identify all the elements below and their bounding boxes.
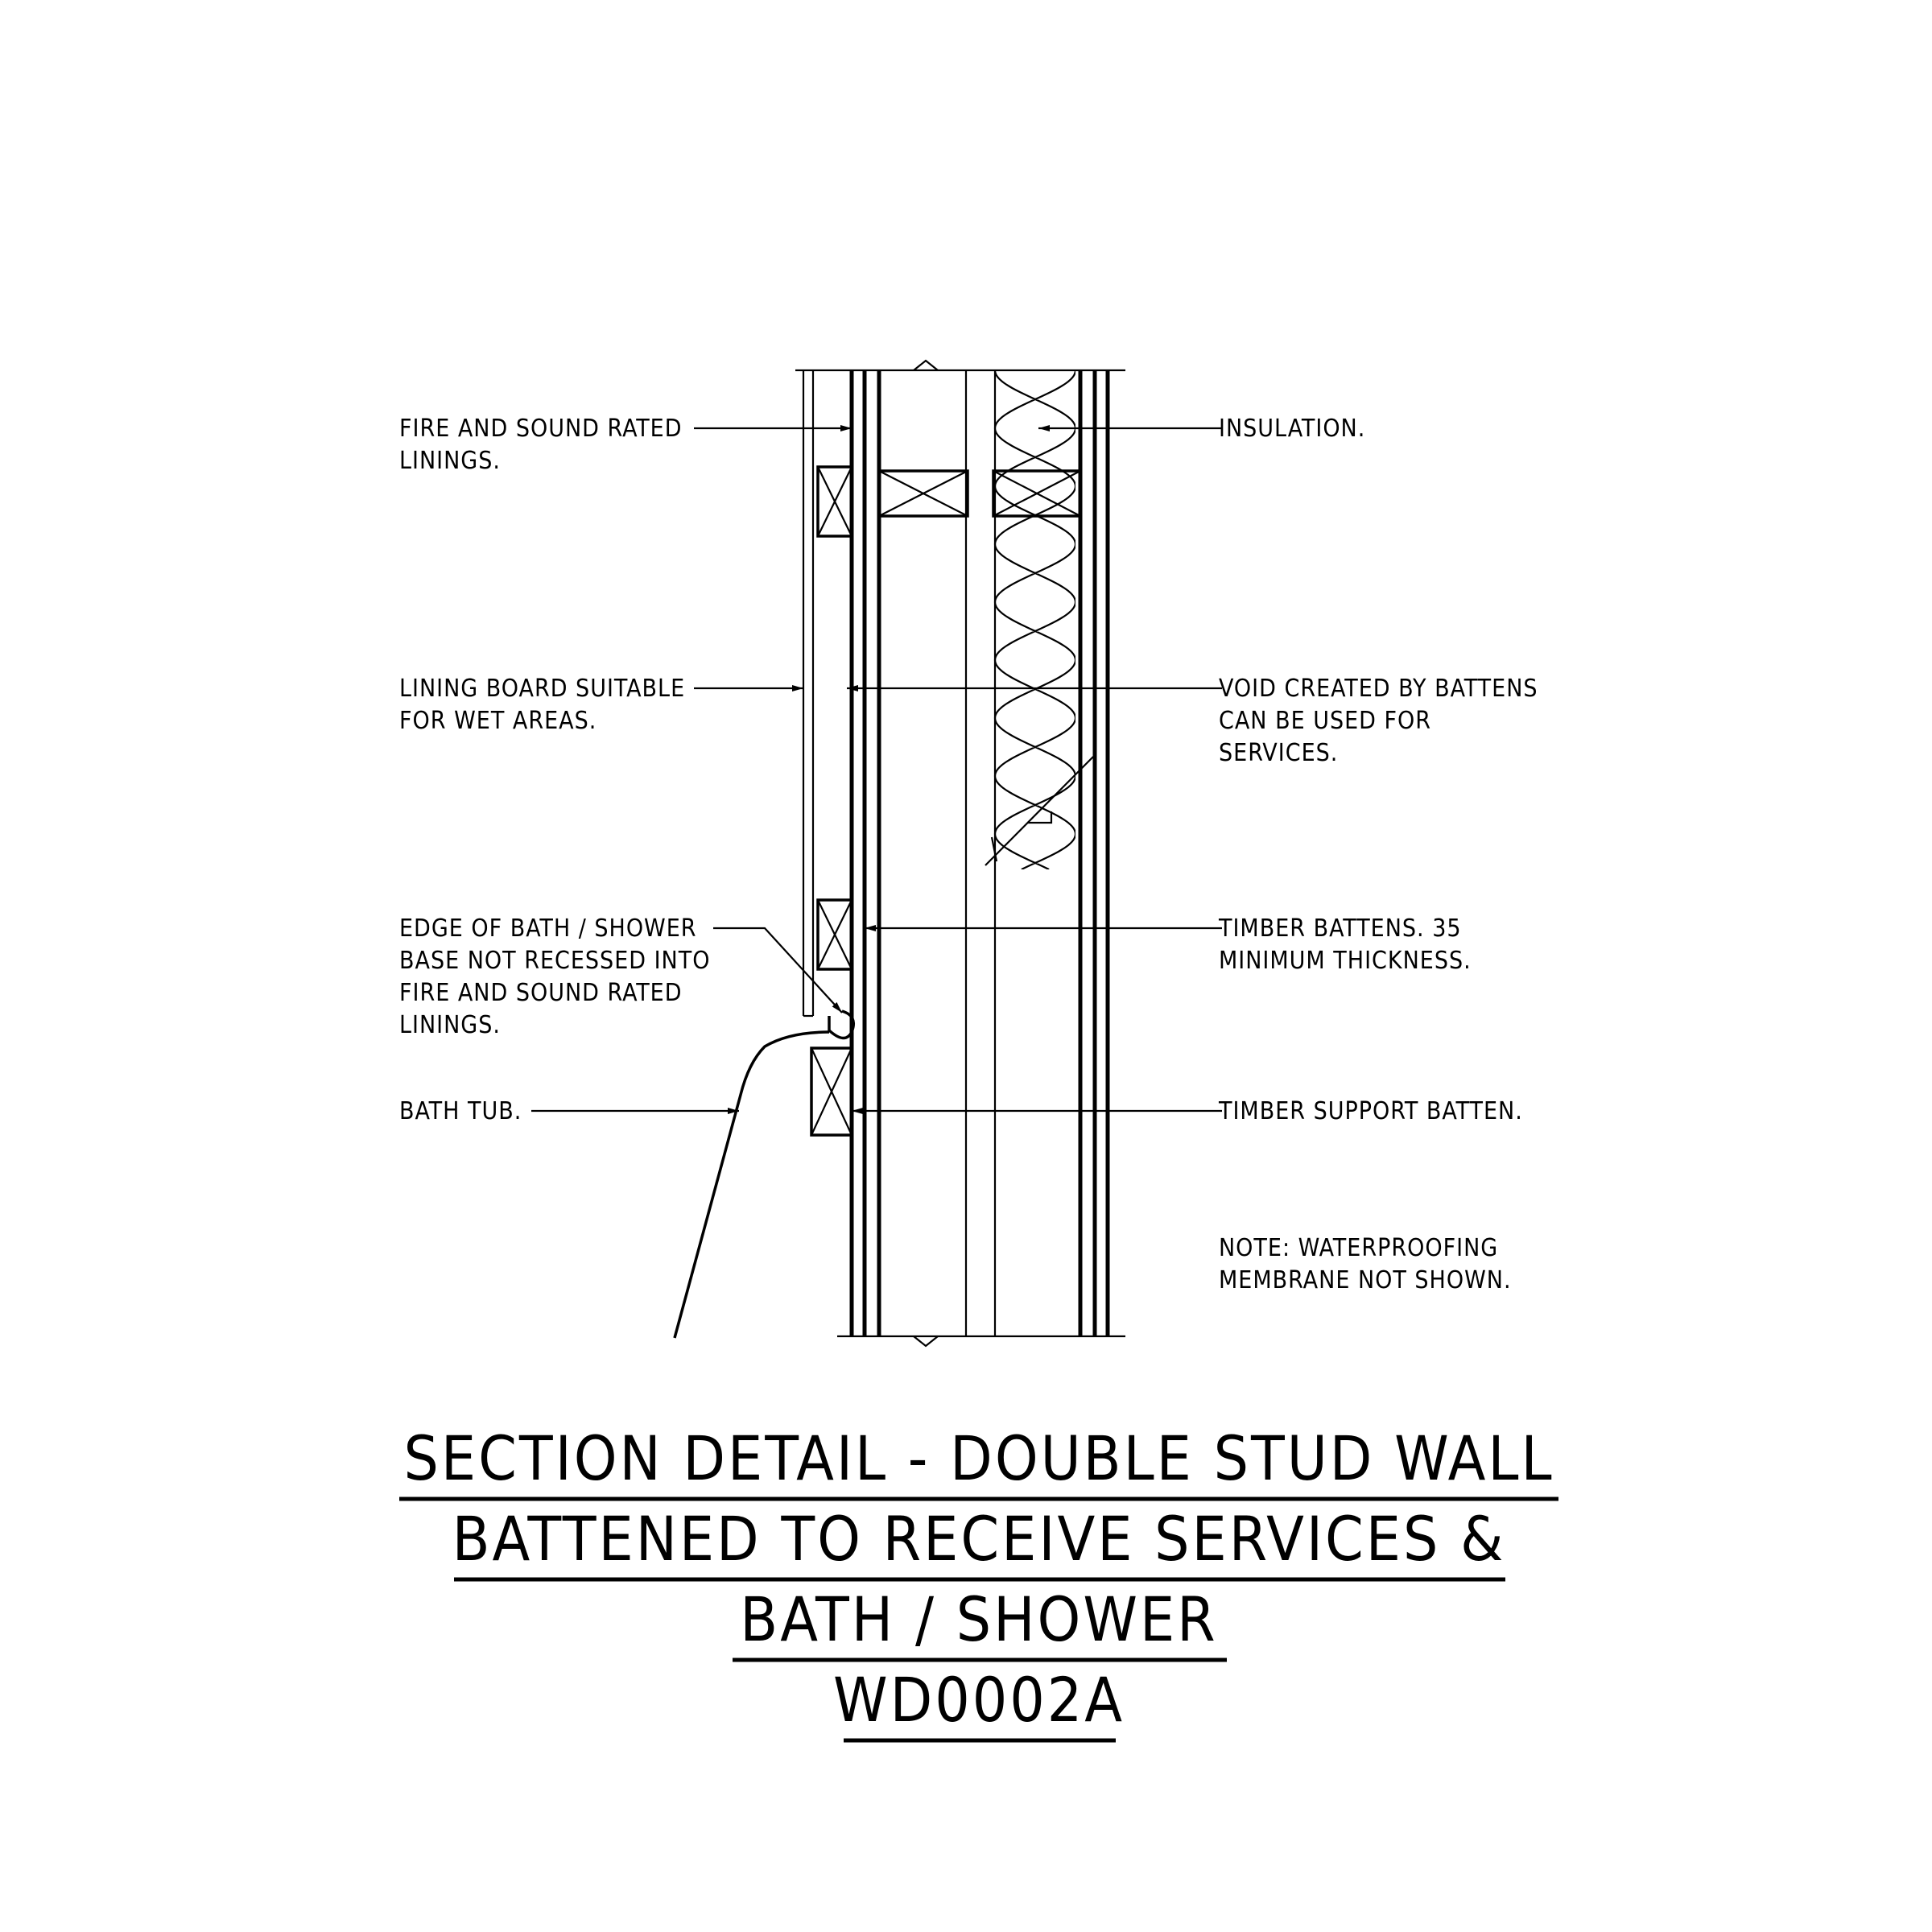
svg-text:CAN BE USED FOR: CAN BE USED FOR (1219, 707, 1432, 735)
title-line-2: BATTENED TO RECEIVE SERVICES & (452, 1503, 1506, 1575)
title-block (399, 1422, 1558, 1740)
title-line-1: SECTION DETAIL - DOUBLE STUD WALL (403, 1422, 1554, 1494)
svg-text:FIRE AND SOUND RATED: FIRE AND SOUND RATED (399, 415, 683, 443)
svg-text:LININGS.: LININGS. (399, 447, 501, 475)
svg-text:TIMBER SUPPORT BATTEN.: TIMBER SUPPORT BATTEN. (1219, 1097, 1523, 1125)
note-waterproofing (1219, 1234, 1512, 1294)
svg-text:VOID CREATED BY BATTENS: VOID CREATED BY BATTENS (1219, 675, 1538, 703)
svg-text:FOR WET AREAS.: FOR WET AREAS. (399, 707, 597, 735)
svg-text:EDGE OF BATH / SHOWER: EDGE OF BATH / SHOWER (399, 914, 697, 943)
label-bath-tub (399, 1097, 522, 1125)
svg-text:MEMBRANE NOT SHOWN.: MEMBRANE NOT SHOWN. (1219, 1266, 1512, 1294)
svg-text:MINIMUM THICKNESS.: MINIMUM THICKNESS. (1219, 947, 1472, 975)
svg-text:TIMBER BATTENS. 35: TIMBER BATTENS. 35 (1219, 914, 1462, 943)
svg-text:LINING BOARD SUITABLE: LINING BOARD SUITABLE (399, 675, 686, 703)
label-void-services (1219, 675, 1538, 767)
svg-text:BASE NOT RECESSED INTO: BASE NOT RECESSED INTO (399, 947, 711, 975)
leaders (531, 428, 1222, 1111)
label-fire-sound-linings (399, 415, 683, 475)
label-lining-board (399, 675, 685, 735)
svg-text:NOTE: WATERPROOFING: NOTE: WATERPROOFING (1219, 1234, 1499, 1262)
label-timber-support-batten (1218, 1097, 1523, 1125)
drawing-code: WD0002A (833, 1664, 1125, 1736)
title-line-3: BATH / SHOWER (740, 1583, 1218, 1655)
wall-section (675, 361, 1125, 1346)
svg-text:FIRE AND SOUND RATED: FIRE AND SOUND RATED (399, 979, 683, 1007)
label-edge-of-bath (399, 914, 710, 1039)
svg-text:INSULATION.: INSULATION. (1219, 415, 1366, 443)
label-insulation (1219, 415, 1365, 443)
svg-text:LININGS.: LININGS. (399, 1011, 501, 1039)
label-timber-battens (1218, 914, 1472, 975)
svg-text:SERVICES.: SERVICES. (1219, 739, 1339, 767)
svg-text:BATH TUB.: BATH TUB. (399, 1097, 522, 1125)
